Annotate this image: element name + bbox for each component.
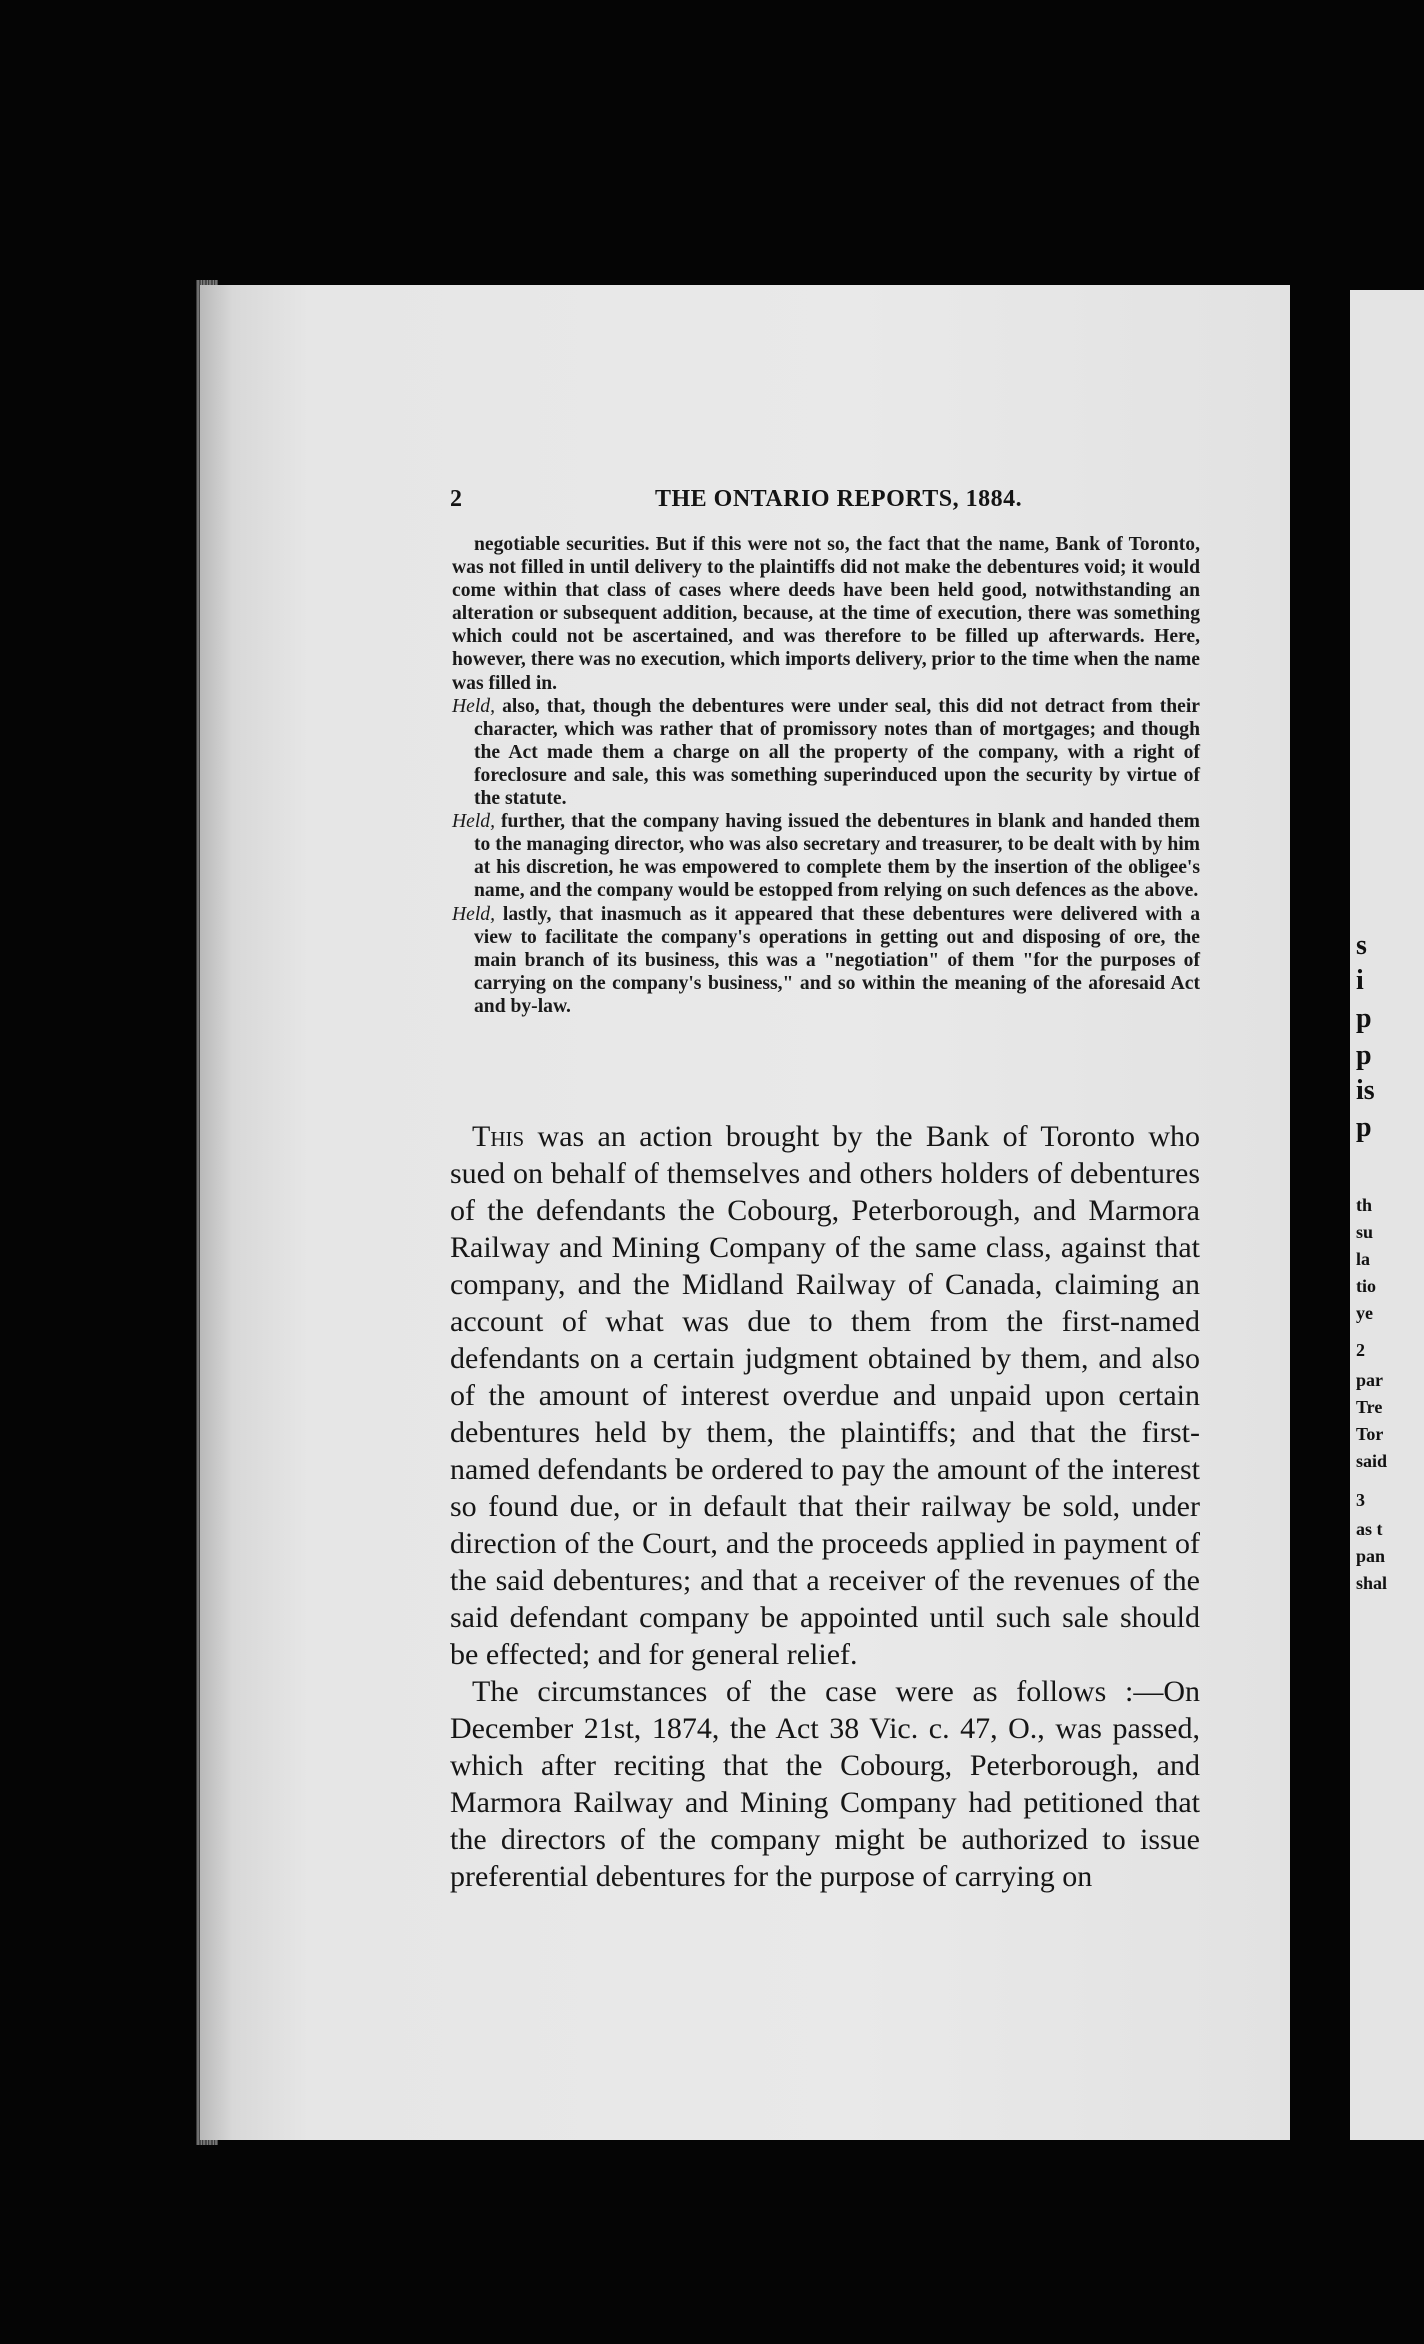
headnote-held-1: [452, 695, 1200, 810]
adjacent-page-fragment: as t: [1356, 1519, 1383, 1539]
adjacent-page-fragment: s: [1356, 930, 1367, 961]
paragraph-text: was an action brought by the Bank of Toronto who sued on behalf of themselves and others holders of debentures of the defendants the Cobourg, Peterborough, and Marmora Railway and Mining Company of the same class, against that company, and the Midland Railway of Canada, claiming an account of what was due to them from the first-named defendants on a certain judgment obtained by them, and also of the amount of interest overdue and unpaid upon certain debentures held by them, the plaintiffs; and that the first-named defendants be ordered to pay the amount of the interest so found due, or in default that their railway be sold, under direction of the Court, and the proceeds applied in payment of the said debentures; and that a receiver of the revenues of the said defendant company be appointed until such sale should be effected; and for general relief.: [450, 1120, 1200, 1671]
journal-title: THE ONTARIO REPORTS, 1884.: [655, 486, 1023, 512]
adjacent-page-fragment: par: [1356, 1370, 1383, 1390]
adjacent-page-fragment: Tor: [1356, 1424, 1384, 1444]
held-label: Held,: [452, 903, 495, 925]
headnote-held-2: [452, 810, 1200, 902]
adjacent-page-fragment: p: [1356, 1003, 1372, 1034]
adjacent-page-fragment: su: [1356, 1222, 1374, 1242]
lead-word: This: [472, 1120, 525, 1153]
adjacent-page: [1350, 290, 1424, 2140]
body-paragraph-2: The circumstances of the case were as follows :—On December 21st, 1874, the Act 38 Vic. c. 47, O., was passed, which after reciting that the Cobourg, Peterborough, and Marmora Railway and Mining Company had petitioned that the directors of the company might be authorized to issue preferential debentures for the purpose of carrying on: [450, 1675, 1200, 1893]
held-label: Held,: [452, 811, 495, 833]
adjacent-page-fragment: pan: [1356, 1546, 1386, 1566]
adjacent-page-fragment: said: [1356, 1451, 1388, 1471]
adjacent-page-fragment: shal: [1356, 1573, 1388, 1593]
body-paragraph-1: [450, 1118, 1200, 1673]
adjacent-page-fragment: is: [1356, 1075, 1375, 1106]
headnote-held-3: [452, 903, 1200, 1018]
adjacent-page-fragment: la: [1356, 1249, 1371, 1269]
held-label: Held,: [452, 695, 495, 717]
adjacent-page-fragment: Tre: [1356, 1397, 1383, 1417]
page-number: 2: [450, 486, 463, 512]
adjacent-page-fragment: 3: [1356, 1490, 1365, 1510]
adjacent-page-fragment: p: [1356, 1112, 1372, 1143]
held-text: further, that the company having issued the debentures in blank and handed them to the managing director, who was also secretary and treasurer, to be dealt with by him at his discretion, he was empowered to complete them by the insertion of the obligee's name, and the company would be estopped from relying on such defences as the above.: [474, 811, 1200, 902]
headnote: [452, 533, 1200, 1018]
held-text: lastly, that inasmuch as it appeared that these debentures were delivered with a view to facilitate the company's operations in getting out and disposing of ore, the main branch of its business, this was a "negotiation" of them "for the purposes of carrying on the company's business," and so within the meaning of the aforesaid Act and by-law.: [474, 903, 1200, 1017]
adjacent-page-fragment: ye: [1356, 1303, 1373, 1323]
body-text: [450, 1118, 1200, 1895]
adjacent-page-fragment: 2: [1356, 1340, 1365, 1360]
headnote-continuation: negotiable securities. But if this were not so, the fact that the name, Bank of Toronto, was not filled in until delivery to the plaintiffs did not make the debentures void; it would come within that class of cases where deeds have been held good, notwithstanding an alteration or subsequent addition, because, at the time of execution, there was something which could not be ascertained, and was therefore to be filled up afterwards. Here, however, there was no execution, which imports delivery, prior to the time when the name was filled in.: [452, 534, 1200, 694]
adjacent-page-fragment: i: [1356, 965, 1364, 996]
adjacent-page-fragment: p: [1356, 1040, 1372, 1071]
adjacent-page-fragment: tio: [1356, 1276, 1376, 1296]
adjacent-page-fragment: th: [1356, 1195, 1373, 1215]
held-text: also, that, though the debentures were under seal, this did not detract from their character, which was rather that of promissory notes than of mortgages; and though the Act made them a charge on all the property of the company, with a right of foreclosure and sale, this was something superinduced upon the security by virtue of the statute.: [474, 695, 1200, 810]
running-head: [450, 486, 1270, 522]
